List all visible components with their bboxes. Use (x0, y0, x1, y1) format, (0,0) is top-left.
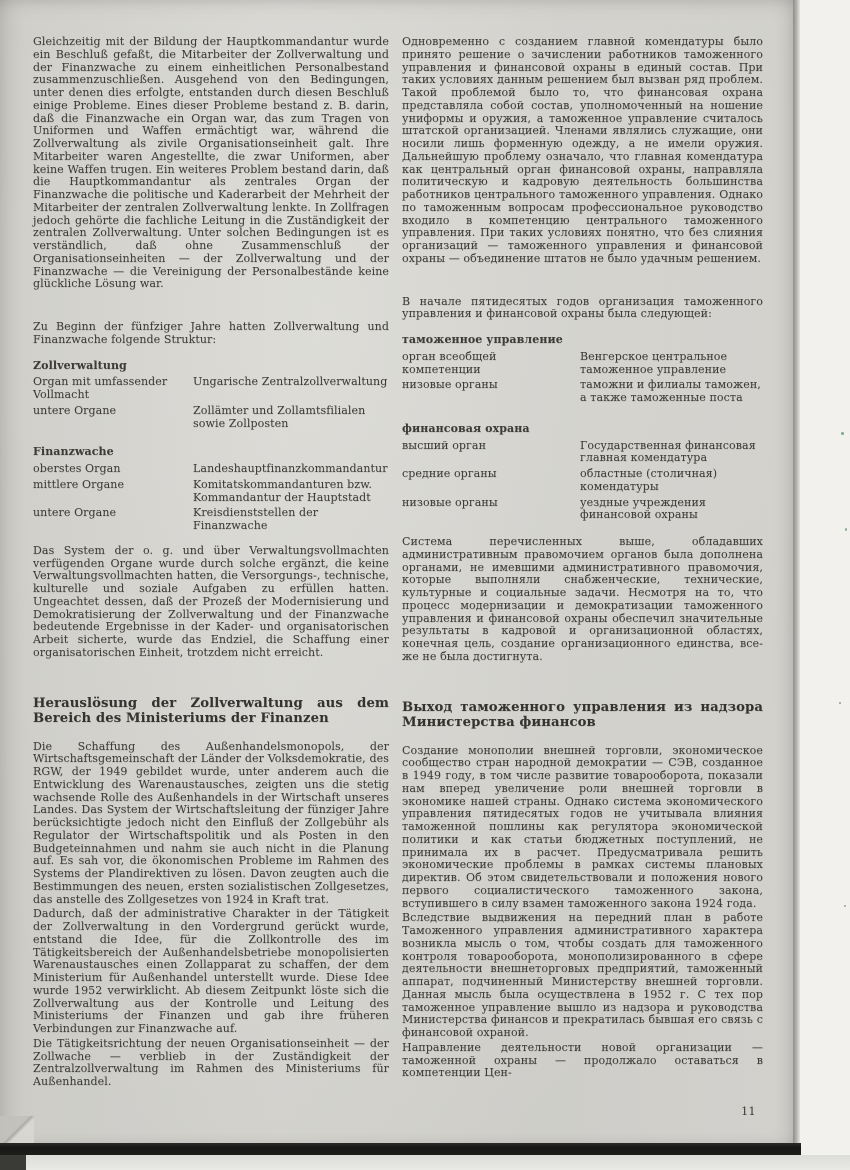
definition-cell: Kreisdienststellen der Finanzwache (193, 506, 319, 532)
table-row (33, 507, 389, 533)
german-idea-paragraph: Dadurch, daß der administrative Charakter in der Tätigkeit der Zollverwaltung in den Vordergrund gerückt wurde, entstand die Idee, für die Zollkontrolle des im Tätigkeitsbereich der Außenhandelsbetriebe monopolisierten Warenaustausches einen Zollapparat zu schaffen, der dem Ministerium für Außenhandel unterstellt wurde. Diese Idee wurde 1952 verwirklicht. Ab diesem Zeitpunkt löste sich die Zollverwaltung aus der Kontrolle und Leitung des Ministeriums der Finanzen und gab ihre früheren Verbindungen zur Finanzwache auf. (33, 907, 389, 1036)
german-structure-intro: Zu Beginn der fünfziger Jahre hatten Zollverwaltung und Finanzwache folgende Struktur: (33, 320, 389, 346)
russian-intro-paragraph: Одновременно с созданием главной комендатуры было принято решение о зачислении работников таможенного управления и финансовой охраны в единый состав. При таких условиях данным решением был вызван ряд проблем. Такой проблемой было то, что финансовая охрана представляла собой состав, уполномоченный на ношение униформы и оружия, а таможенное управление считалось штатской организацией. Членами являлись служащие, они носили лишь форменную одежду, а не имели оружия. Дальнейшую проблему означало, что главная комендатура как центральный орган финансовой охраны, направляла политическую и кадровую деятельность большинства работников центрального таможенного управления. Однако по таможенным вопросам профессиональное руководство входило в компетенцию центрального таможенного управления. При таких условиях понятно, что без слияния организаций — таможенного управления и финансовой охраны — объединение штатов не было удачным решением. (402, 35, 763, 265)
table-row (402, 379, 763, 405)
scanner-speck (839, 702, 841, 704)
page-corner-fold (0, 1116, 34, 1143)
definition-cell: Landeshauptfinanzkommandantur (193, 462, 388, 475)
term-cell: mittlere Organe (33, 477, 125, 491)
term-cell: высший орган (402, 438, 487, 452)
russian-foreign-trade-paragraph: Создание монополии внешней торговли, экономическое сообщество стран народной демократии — СЭВ, созданное в 1949 году, в том числе развитие товарооборота, показали нам вперед увеличение роли внешней торговли в экономике нашей страны. Однако система экономического управления пятидесятых годов не учитывала влияния таможенной пошлины как регулятора экономической политики и как статьи бюджетных поступлений, не принимала их в расчет. Предусматривала решить экономические проблемы в рамках системы плановых директив. Об этом свидетельствовали и положения нового первого социалистического таможенного закона, вступившего в силу взамен таможенного закона 1924 года. (402, 743, 763, 910)
definition-cell: Государственная финансовая главная комендатура (580, 438, 756, 465)
term-cell: untere Organe (33, 403, 117, 417)
table-heading-zollverwaltung: Zollverwaltung (33, 358, 127, 372)
german-system-paragraph: Das System der o. g. und über Verwaltungsvollmachten verfügenden Organe wurde durch solche ergänzt, die keine Verwaltungsvollmachten hatten, die Versorgungs-, technische, kulturelle und soziale Aufgaben zu erfüllen hatten. Ungeachtet dessen, daß der Prozeß der Modernisierung und Demokratisierung der Zollverwaltung und der Finanzwache bedeutende Ergebnisse in der Kader- und organisatorischen Arbeit sicherte, wurde das Endziel, die Schaffung einer organisatorischen Einheit, trotzdem nicht erreicht. (33, 543, 389, 659)
scan-bottom-left-shadow (0, 1155, 26, 1170)
russian-section-heading: Выход таможенного управления из надзора Министерства финансов (402, 699, 763, 731)
scan-bottom-strip (0, 1155, 850, 1170)
table-heading-customs-administration: таможенное управление (402, 333, 563, 346)
russian-idea-paragraph: Вследствие выдвижения на передний план в работе Таможенного управления административного характера возникла мысль о том, чтобы создать для таможенного контроля товарооборота, монополизированного в сфере деятельности внешнеторговых предприятий, таможенный аппарат, подчиненный Министерству внешней торговли. Данная мысль была осуществлена в 1952 г. С тех пор таможенное управление вышло из надзора и руководства Министерства финансов и прекратилась бывшая его связь с финансовой охраной. (402, 911, 763, 1040)
scan-bottom-shadow-band (0, 1143, 801, 1155)
russian-column (402, 36, 763, 1082)
table-row (33, 376, 389, 402)
german-column (33, 36, 389, 1091)
german-intro-paragraph: Gleichzeitig mit der Bildung der Hauptkommandantur wurde ein Beschluß gefaßt, die Mitarbeiter der Zollverwaltung und der Finanzwache zu einem einheitlichen Personalbestand zusammenzuschließen. Ausgehend von den Bedingungen, unter denen dies erfolgte, entstanden durch diesen Beschluß einige Probleme. Eines dieser Probleme bestand z. B. darin, daß die Finanzwache ein Organ war, das zum Tragen von Uniformen und Waffen ermächtigt war, während die Zollverwaltung als zivile Organisationseinheit galt. Ihre Mitarbeiter waren Angestellte, die zwar Uniformen, aber keine Waffen trugen. Ein weiteres Problem bestand darin, daß die Hauptkommandantur als zentrales Organ der Finanzwache die politische und Kaderarbeit der Mehrheit der Mitarbeiter der zentralen Zollverwaltung lenkte. In Zollfragen jedoch gehörte die fachliche Leitung in die Zuständigkeit der zentralen Zollverwaltung. Unter solchen Bedingungen ist es verständlich, daß ohne Zusammenschluß der Organisationseinheiten — der Zollverwaltung und der Finanzwache — die Vereinigung der Personalbestände keine glückliche Lösung war. (33, 35, 389, 291)
table-row (33, 463, 389, 476)
russian-structure-intro: В начале пятидесятых годов организация таможенного управления и финансовой охраны была следующей: (402, 294, 763, 321)
table-row (33, 479, 389, 505)
german-customs-structure-table (33, 360, 389, 431)
table-row (402, 351, 763, 377)
table-row (33, 405, 389, 431)
definition-cell: Венгерское центральное таможенное управление (580, 349, 728, 376)
term-cell: oberstes Organ (33, 462, 121, 475)
term-cell: Organ mit umfassender Vollmacht (33, 375, 168, 401)
russian-customs-structure-table (402, 334, 763, 405)
german-finance-structure-table (33, 446, 389, 533)
scanner-speck (841, 432, 844, 435)
term-cell: средние органы (402, 467, 497, 480)
german-foreign-trade-paragraph: Die Schaffung des Außenhandelsmonopols, der Wirtschaftsgemeinschaft der Länder der Volksdemokratie, des RGW, der 1949 gebildet wurde, unter anderem auch die Entwicklung des Warenaustausches, zeigten uns die stetig wachsende Rolle des Außenhandels in der Wirtschaft unseres Landes. Das System der Wirtschaftsleitung der fünziger Jahre berücksichtigte jedoch nicht den Einfluß der Zollgebühr als Regulator der Wirtschaftspolitik und als Posten in den Budgeteinnahmen und nahm sie auch nicht in die Planung auf. Es sah vor, die ökonomischen Probleme im Rahmen des Systems der Plandirektiven zu lösen. Davon zeugten auch die Bestimmungen des neuen, ersten sozialistischen Zollgesetzes, das anstelle des Zollgesetzes von 1924 in Kraft trat. (33, 739, 389, 906)
term-cell: орган всеобщей компетенции (402, 349, 497, 376)
german-direction-paragraph: Die Tätigkeitsrichtung der neuen Organisationseinheit — der Zollwache — verblieb in der Zuständigkeit der Zentralzollverwaltung im Rahmen des Ministeriums für Außenhandel. (33, 1036, 389, 1089)
term-cell: низовые органы (402, 495, 498, 509)
scanner-speck (844, 905, 846, 907)
definition-cell: таможни и филиалы таможен, а также таможенные поста (580, 378, 761, 404)
scanner-speck (845, 528, 847, 531)
definition-cell: Komitatskommandanturen bzw. Kommandantur der Hauptstadt (193, 477, 373, 504)
table-row (402, 497, 763, 523)
russian-direction-paragraph: Направление деятельности новой организации — таможенной охраны — продолжало оставаться в компетенции Цен- (402, 1040, 763, 1080)
term-cell: untere Organe (33, 506, 117, 520)
paper-edge-shadow (793, 0, 800, 1150)
table-row (402, 468, 763, 494)
definition-cell: Zollämter und Zollamtsfilialen sowie Zollposten (193, 403, 366, 430)
table-heading-financial-guard: финансовая охрана (402, 421, 530, 435)
term-cell: низовые органы (402, 378, 498, 392)
russian-system-paragraph: Система перечисленных выше, обладавших административным правомочием органов была дополнена органами, не имевшими административного правомочия, которые выполняли снабженческие, технические, культурные и социальные задачи. Несмотря на то, что процесс модернизации и демократизации таможенного управления и финансовой охраны обеспечил значительные результаты в кадровой и организационной областях, конечная цель, создание организационного единства, все-же не была достигнута. (402, 535, 763, 663)
table-row (402, 440, 763, 466)
definition-cell: областные (столичная) комендатуры (580, 467, 718, 493)
table-heading-finanzwache: Finanzwache (33, 445, 114, 459)
definition-cell: уездные учреждения финансовой охраны (580, 495, 706, 522)
page-number: 11 (741, 1104, 756, 1118)
definition-cell: Ungarische Zentralzollverwaltung (193, 375, 388, 389)
russian-finance-structure-table (402, 423, 763, 522)
german-section-heading: Herauslösung der Zollverwaltung aus dem Bereich des Ministeriums der Finanzen (33, 695, 389, 727)
